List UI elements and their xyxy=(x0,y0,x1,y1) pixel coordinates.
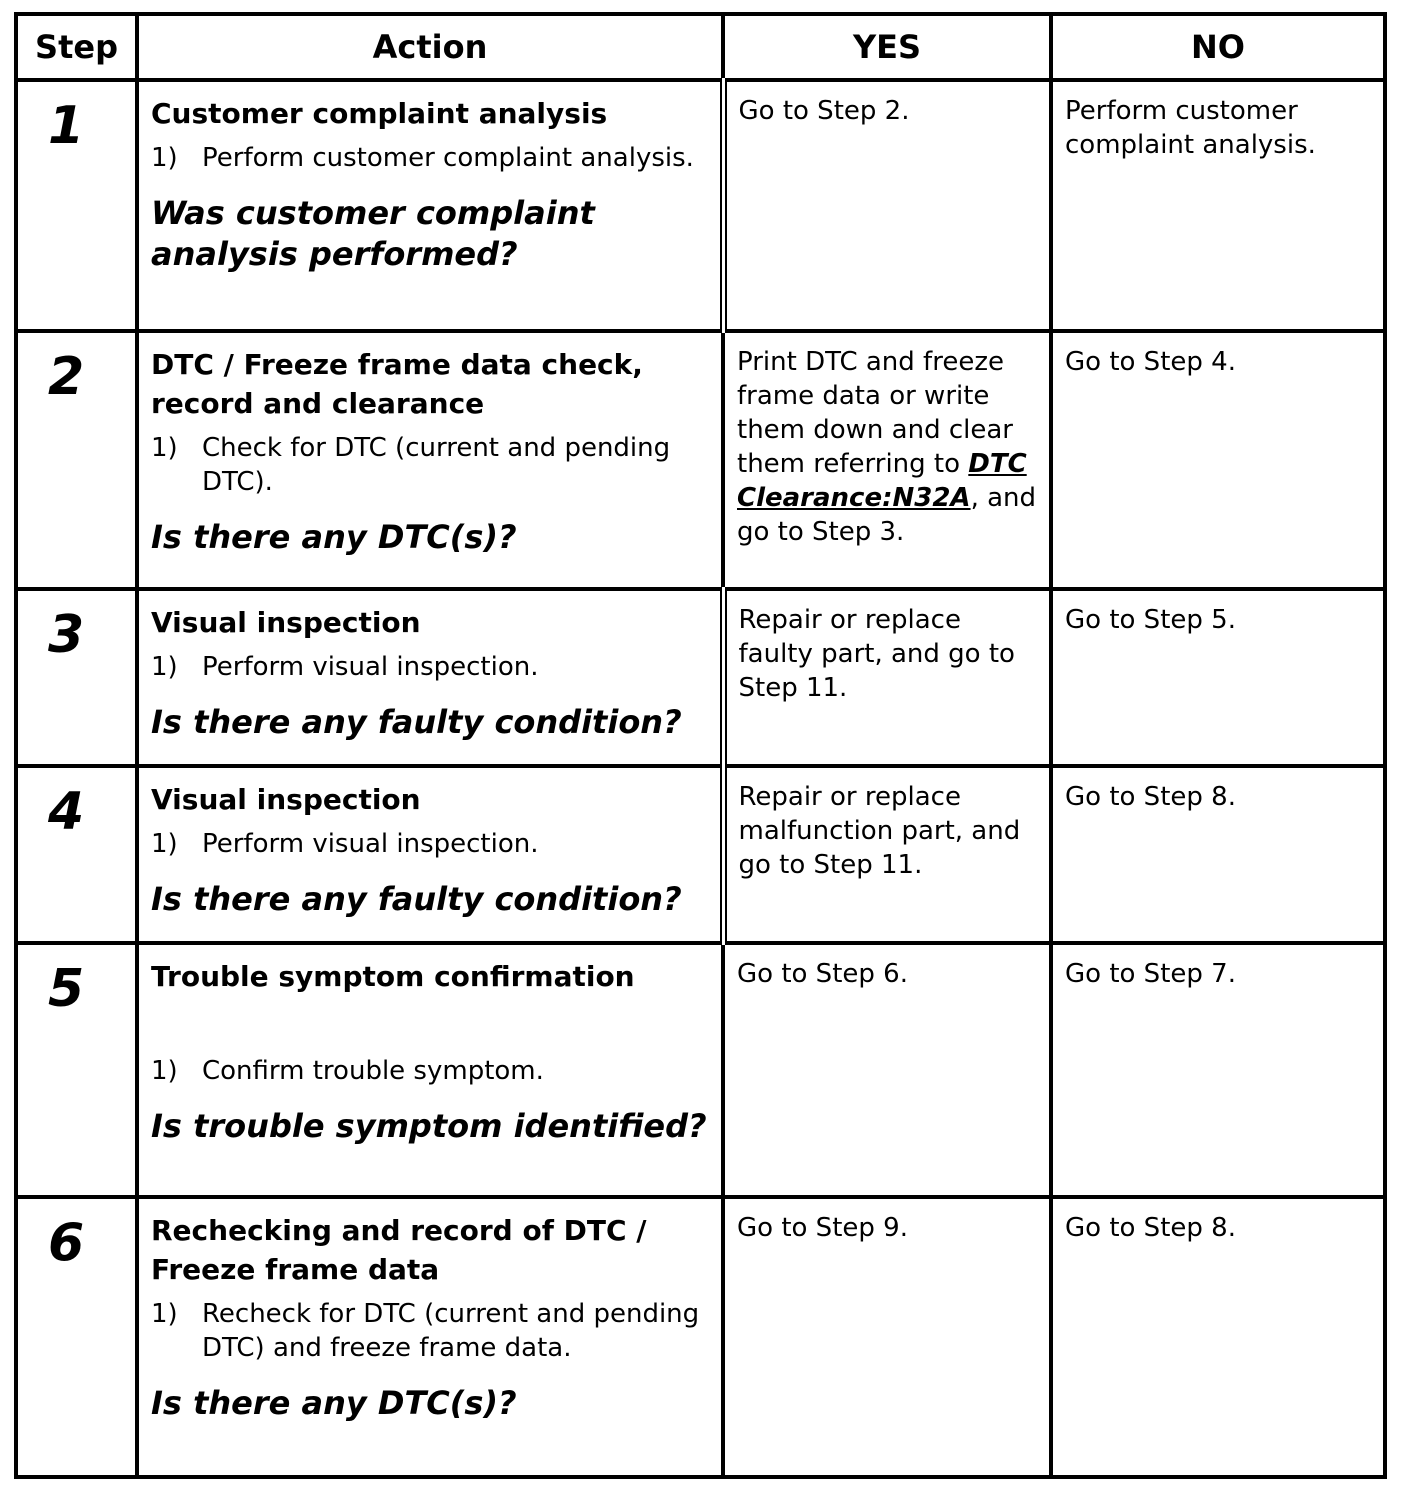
action-substep xyxy=(151,1054,711,1088)
substep-text: Perform visual inspection. xyxy=(202,829,539,859)
action-cell xyxy=(137,80,723,331)
header-row xyxy=(16,14,1385,80)
action-question: Is there any DTC(s)? xyxy=(151,1384,517,1422)
header-action: Action xyxy=(137,14,723,80)
table-row xyxy=(16,331,1385,589)
dtc-clearance-link[interactable]: DTC Clearance:N32A xyxy=(737,449,1027,513)
action-cell xyxy=(137,589,723,766)
yes-text: Print DTC and freeze frame data or write them down and clear them referring to xyxy=(737,347,1013,479)
action-title: Visual inspection xyxy=(151,606,421,639)
yes-cell: Go to Step 2. xyxy=(723,80,1051,331)
substep-text: Perform visual inspection. xyxy=(202,652,539,682)
table-row xyxy=(16,589,1385,766)
action-question: Was customer complaint analysis performed? xyxy=(151,194,595,273)
table-row xyxy=(16,1197,1385,1477)
yes-text-after: , and go to Step 3. xyxy=(737,483,1037,547)
action-cell xyxy=(137,943,723,1197)
yes-cell: Repair or replace malfunction part, and go to Step 11. xyxy=(723,766,1051,943)
table-row xyxy=(16,943,1385,1197)
action-substep xyxy=(151,431,711,499)
action-substep xyxy=(151,1297,711,1365)
troubleshooting-table xyxy=(14,12,1387,1479)
action-question: Is there any faulty condition? xyxy=(151,703,682,741)
action-substep xyxy=(151,650,710,684)
step-number: 6 xyxy=(16,1197,137,1477)
table-row xyxy=(16,766,1385,943)
step-number: 5 xyxy=(16,943,137,1197)
action-substep xyxy=(151,827,710,861)
action-substep xyxy=(151,141,710,175)
yes-cell: Repair or replace faulty part, and go to Step 11. xyxy=(723,589,1051,766)
no-cell: Perform customer complaint analysis. xyxy=(1051,80,1385,331)
header-yes: YES xyxy=(723,14,1051,80)
action-title: Trouble symptom confirmation xyxy=(151,960,635,993)
substep-number: 1) xyxy=(151,1056,178,1086)
substep-text: Recheck for DTC (current and pending DTC) and freeze frame data. xyxy=(202,1299,700,1363)
no-cell: Go to Step 5. xyxy=(1051,589,1385,766)
yes-cell: Go to Step 9. xyxy=(723,1197,1051,1477)
yes-cell xyxy=(723,331,1051,589)
action-question: Is there any faulty condition? xyxy=(151,880,682,918)
no-cell: Go to Step 4. xyxy=(1051,331,1385,589)
step-number: 3 xyxy=(16,589,137,766)
action-question: Is there any DTC(s)? xyxy=(151,518,517,556)
substep-text: Check for DTC (current and pending DTC). xyxy=(202,433,671,497)
action-title: Visual inspection xyxy=(151,783,421,816)
action-title: Customer complaint analysis xyxy=(151,97,608,130)
substep-text: Confirm trouble symptom. xyxy=(202,1056,544,1086)
action-title: Rechecking and record of DTC / Freeze frame data xyxy=(151,1214,647,1286)
substep-number: 1) xyxy=(151,829,178,859)
substep-text: Perform customer complaint analysis. xyxy=(202,143,694,173)
header-no: NO xyxy=(1051,14,1385,80)
action-cell xyxy=(137,766,723,943)
table-row xyxy=(16,80,1385,331)
substep-number: 1) xyxy=(151,1299,178,1329)
action-cell xyxy=(137,331,723,589)
no-cell: Go to Step 7. xyxy=(1051,943,1385,1197)
header-step: Step xyxy=(16,14,137,80)
action-question: Is trouble symptom identified? xyxy=(151,1107,707,1145)
step-number: 4 xyxy=(16,766,137,943)
substep-number: 1) xyxy=(151,652,178,682)
step-number: 2 xyxy=(16,331,137,589)
action-title: DTC / Freeze frame data check, record and clearance xyxy=(151,348,643,420)
action-cell xyxy=(137,1197,723,1477)
step-number: 1 xyxy=(16,80,137,331)
yes-cell: Go to Step 6. xyxy=(723,943,1051,1197)
substep-number: 1) xyxy=(151,143,178,173)
substep-number: 1) xyxy=(151,433,178,463)
no-cell: Go to Step 8. xyxy=(1051,766,1385,943)
no-cell: Go to Step 8. xyxy=(1051,1197,1385,1477)
